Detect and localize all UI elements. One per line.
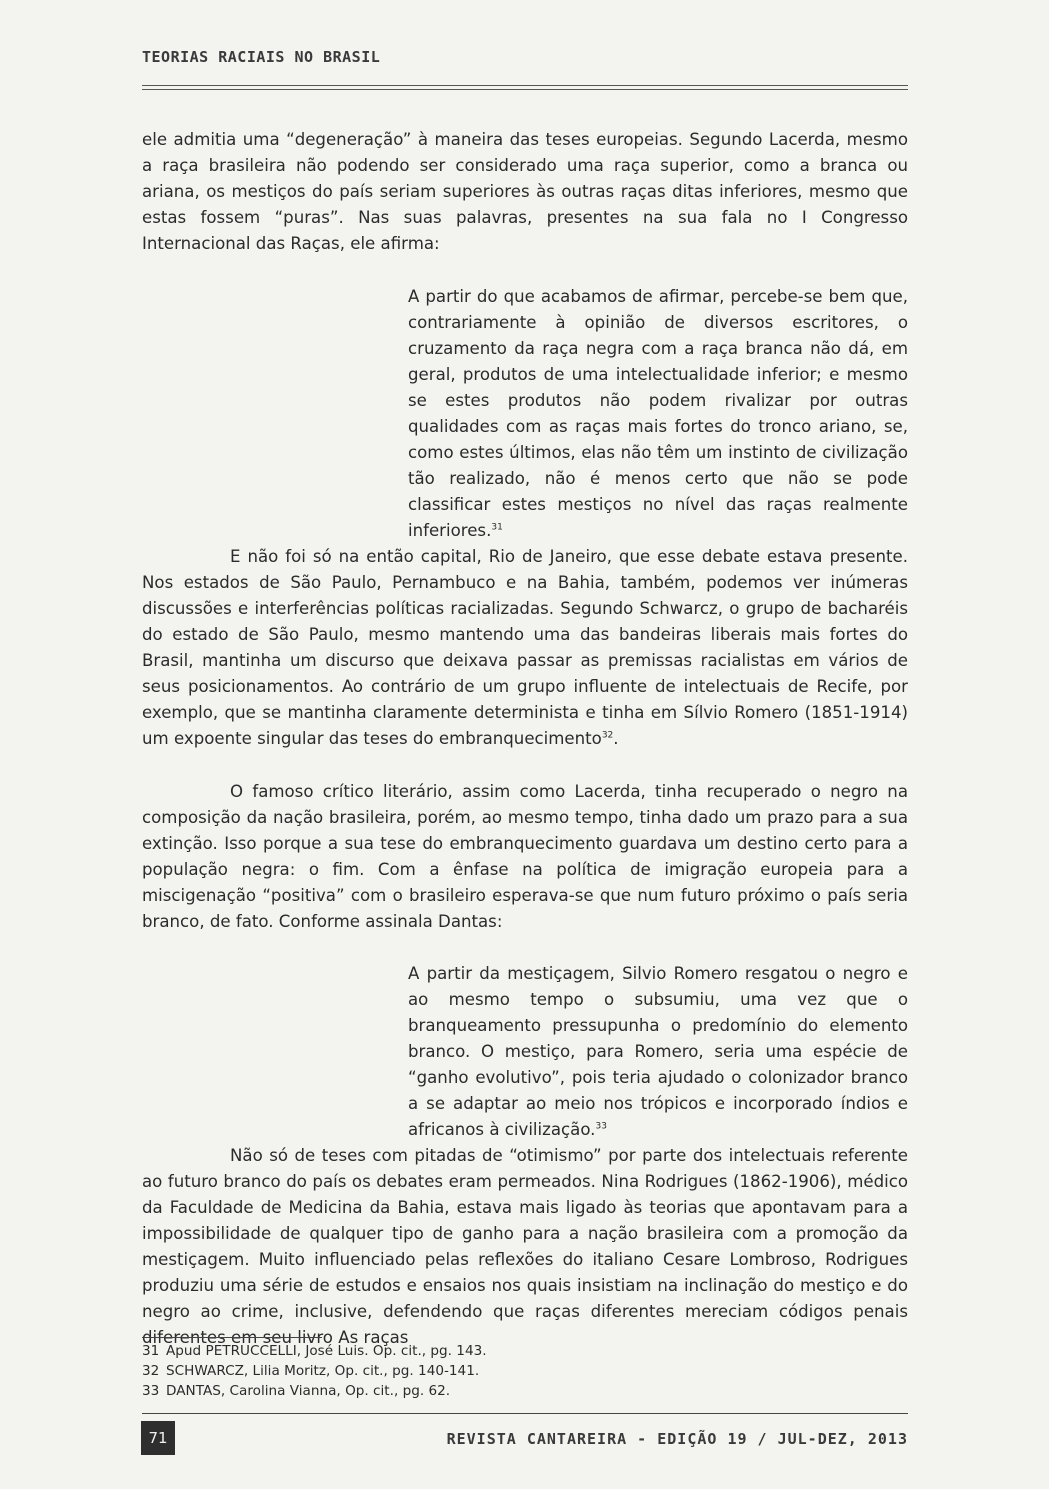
header-rule-top: [142, 85, 908, 86]
footnote-item: [142, 1341, 908, 1361]
paragraph-4: Não só de teses com pitadas de “otimismo” por parte dos intelectuais referente ao futuro branco do país os debates eram permeados. Nina Rodrigues (1862-1906), médico da Faculdade de Medicina da Bahia, estava mais ligado às teorias que apontavam para a impossibilidade de qualquer tipo de ganho para a nação brasileira com a promoção da mestiçagem. Muito influenciado pelas reflexões do italiano Cesare Lombroso, Rodrigues produziu uma série de estudos e ensaios nos quais insistiam na inclinação do mestiço e do negro ao crime, inclusive, defendendo que raças diferentes mereciam códigos penais diferentes em seu livro As raças: [142, 1146, 908, 1347]
footnote-text: Apud PETRUCCELLI, José Luis. Op. cit., pg. 143.: [166, 1343, 487, 1359]
footnotes-list: [142, 1341, 908, 1401]
footnote-text: SCHWARCZ, Lilia Moritz, Op. cit., pg. 140-141.: [166, 1363, 480, 1379]
footnote-item: [142, 1361, 908, 1381]
footnote-ref-32[interactable]: 32: [601, 730, 614, 741]
footer-rule: [142, 1413, 908, 1414]
footnote-number: 33: [142, 1383, 160, 1399]
paragraph-2-end: .: [613, 729, 619, 748]
footnote-ref-33[interactable]: 33: [595, 1121, 607, 1132]
paragraph-2: [142, 544, 908, 752]
journal-info: REVISTA CANTAREIRA - EDIÇÃO 19 / JUL-DEZ, 2013: [446, 1430, 908, 1448]
block-quote-1: [408, 284, 908, 544]
footnote-text: DANTAS, Carolina Vianna, Op. cit., pg. 62.: [166, 1383, 451, 1399]
block-quote-2: [408, 961, 908, 1143]
block-quote-2-text: A partir da mestiçagem, Silvio Romero resgatou o negro e ao mesmo tempo o subsumiu, uma vez que o branqueamento pressupunha o predomínio do elemento branco. O mestiço, para Romero, seria uma espécie de “ganho evolutivo”, pois teria ajudado o colonizador branco a se adaptar ao meio nos trópicos e incorporado índios e africanos à civilização.: [408, 964, 908, 1139]
header-rule-bottom: [142, 89, 908, 90]
page-number-badge: 71: [141, 1421, 175, 1455]
footnote-number: 31: [142, 1343, 160, 1359]
footnote-number: 32: [142, 1363, 160, 1379]
block-quote-1-text: A partir do que acabamos de afirmar, percebe-se bem que, contrariamente à opinião de diversos escritores, o cruzamento da raça negra com a raça branca não dá, em geral, produtos de uma intelectualidade inferior; e mesmo se estes produtos não podem rivalizar por outras qualidades com as raças mais fortes do tronco ariano, se, como estes últimos, elas não têm um instinto de civilização tão realizado, não é menos certo que não se pode classificar estes mestiços no nível das raças realmente inferiores.: [408, 287, 908, 540]
footnote-item: [142, 1381, 908, 1401]
paragraph-3: O famoso crítico literário, assim como Lacerda, tinha recuperado o negro na composição da nação brasileira, porém, ao mesmo tempo, tinha dado um prazo para a sua extinção. Isso porque a sua tese do embranquecimento guardava um destino certo para a população negra: o fim. Com a ênfase na política de imigração europeia para a miscigenação “positiva” com o brasileiro esperava-se que num futuro próximo o país seria branco, de fato. Conforme assinala Dantas:: [142, 782, 908, 931]
paragraph-2-text: E não foi só na então capital, Rio de Janeiro, que esse debate estava presente. Nos estados de São Paulo, Pernambuco e na Bahia, também, podemos ver inúmeras discussões e interferências políticas racializadas. Segundo Schwarcz, o grupo de bacharéis do estado de São Paulo, mesmo mantendo uma das bandeiras liberais mais fortes do Brasil, mantinha um discurso que deixava passar as premissas racialistas em vários de seus posicionamentos. Ao contrário de um grupo influente de intelectuais de Recife, por exemplo, que se mantinha claramente determinista e tinha em Sílvio Romero (1851-1914) um expoente singular das teses do embranquecimento: [142, 547, 908, 748]
running-title: TEORIAS RACIAIS NO BRASIL: [142, 48, 381, 66]
footnote-separator: [142, 1337, 322, 1338]
footnote-ref-31[interactable]: 31: [491, 522, 503, 533]
paragraph-1: ele admitia uma “degeneração” à maneira das teses europeias. Segundo Lacerda, mesmo a raça brasileira não podendo ser considerado uma raça superior, como a branca ou ariana, os mestiços do país seriam superiores às outras raças ditas inferiores, mesmo que estas fossem “puras”. Nas suas palavras, presentes na sua fala no I Congresso Internacional das Raças, ele afirma:: [142, 130, 908, 253]
